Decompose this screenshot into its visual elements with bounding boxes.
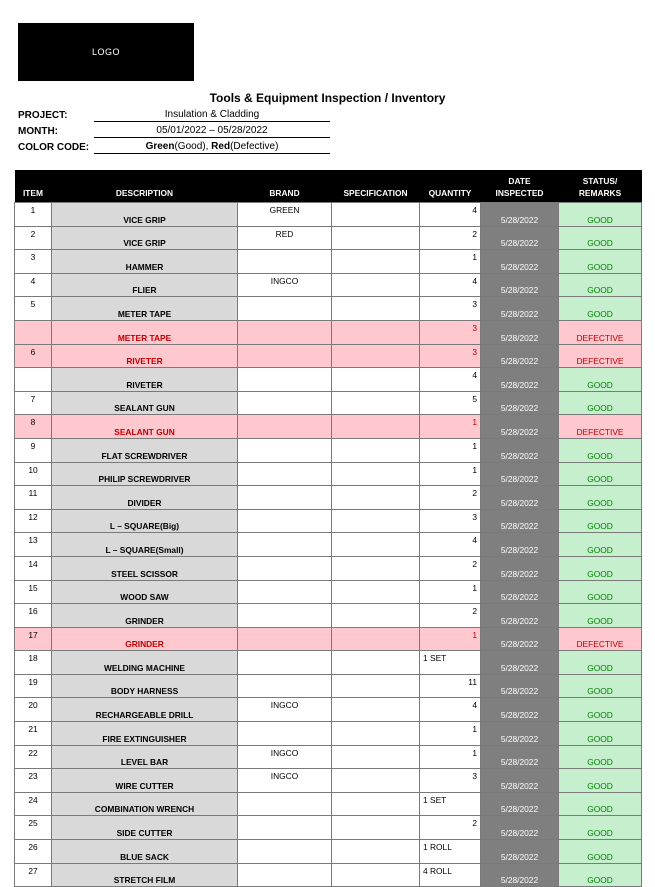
date-cell: 5/28/2022 [481, 840, 559, 864]
quantity-cell: 4 [420, 368, 481, 392]
project-value: Insulation & Cladding [94, 108, 330, 122]
item-cell: 27 [15, 863, 52, 887]
status-cell: GOOD [559, 438, 642, 462]
specification-cell [332, 627, 420, 651]
table-row [15, 250, 642, 274]
specification-cell [332, 722, 420, 746]
item-cell: 13 [15, 533, 52, 557]
item-cell: 16 [15, 604, 52, 628]
quantity-cell: 3 [420, 320, 481, 344]
item-cell: 5 [15, 297, 52, 321]
table-row [15, 840, 642, 864]
header-quantity: QUANTITY [420, 170, 481, 203]
item-cell: 2 [15, 226, 52, 250]
status-cell: DEFECTIVE [559, 627, 642, 651]
month-label: MONTH: [18, 126, 58, 137]
status-cell: GOOD [559, 840, 642, 864]
item-cell: 18 [15, 651, 52, 675]
status-cell: GOOD [559, 226, 642, 250]
table-row [15, 604, 642, 628]
specification-cell [332, 533, 420, 557]
description-cell: GRINDER [52, 604, 238, 628]
header-description: DESCRIPTION [52, 170, 238, 203]
status-cell: GOOD [559, 273, 642, 297]
table-row [15, 556, 642, 580]
status-cell: GOOD [559, 533, 642, 557]
table-row [15, 627, 642, 651]
description-cell: LEVEL BAR [52, 745, 238, 769]
quantity-cell: 2 [420, 556, 481, 580]
brand-cell [238, 816, 332, 840]
status-cell: GOOD [559, 674, 642, 698]
date-cell: 5/28/2022 [481, 580, 559, 604]
specification-cell [332, 792, 420, 816]
color-code-green: Green [145, 141, 175, 152]
date-cell: 5/28/2022 [481, 344, 559, 368]
date-cell: 5/28/2022 [481, 297, 559, 321]
quantity-cell: 4 [420, 203, 481, 227]
description-cell: HAMMER [52, 250, 238, 274]
date-cell: 5/28/2022 [481, 745, 559, 769]
status-cell: DEFECTIVE [559, 320, 642, 344]
table-row [15, 344, 642, 368]
header-item: ITEM [15, 170, 52, 203]
inventory-table [14, 170, 642, 887]
item-cell: 10 [15, 462, 52, 486]
month-value: 05/01/2022 – 05/28/2022 [94, 124, 330, 138]
brand-cell [238, 627, 332, 651]
color-code-green-note: (Good), [174, 141, 212, 152]
color-code-red: Red [211, 141, 231, 152]
item-cell: 6 [15, 344, 52, 368]
description-cell: L – SQUARE(Small) [52, 533, 238, 557]
brand-cell [238, 580, 332, 604]
quantity-cell: 3 [420, 769, 481, 793]
table-header-row [15, 170, 642, 203]
table-row [15, 438, 642, 462]
specification-cell [332, 863, 420, 887]
specification-cell [332, 556, 420, 580]
table-row [15, 391, 642, 415]
date-cell: 5/28/2022 [481, 627, 559, 651]
brand-cell [238, 863, 332, 887]
description-cell: WELDING MACHINE [52, 651, 238, 675]
item-cell: 17 [15, 627, 52, 651]
brand-cell [238, 462, 332, 486]
description-cell: FLIER [52, 273, 238, 297]
date-cell: 5/28/2022 [481, 320, 559, 344]
table-row [15, 273, 642, 297]
date-cell: 5/28/2022 [481, 816, 559, 840]
description-cell: BLUE SACK [52, 840, 238, 864]
table-row [15, 698, 642, 722]
quantity-cell: 2 [420, 816, 481, 840]
specification-cell [332, 273, 420, 297]
project-label: PROJECT: [18, 110, 68, 121]
company-logo [18, 23, 194, 81]
item-cell: 19 [15, 674, 52, 698]
description-cell: L – SQUARE(Big) [52, 509, 238, 533]
brand-cell [238, 250, 332, 274]
brand-cell [238, 509, 332, 533]
item-cell: 20 [15, 698, 52, 722]
specification-cell [332, 320, 420, 344]
date-cell: 5/28/2022 [481, 863, 559, 887]
quantity-cell: 1 ROLL [420, 840, 481, 864]
description-cell: BODY HARNESS [52, 674, 238, 698]
date-cell: 5/28/2022 [481, 556, 559, 580]
status-cell: GOOD [559, 863, 642, 887]
quantity-cell: 2 [420, 226, 481, 250]
table-row [15, 580, 642, 604]
item-cell: 3 [15, 250, 52, 274]
specification-cell [332, 391, 420, 415]
specification-cell [332, 745, 420, 769]
specification-cell [332, 415, 420, 439]
quantity-cell: 3 [420, 509, 481, 533]
item-cell: 9 [15, 438, 52, 462]
status-cell: GOOD [559, 203, 642, 227]
table-row [15, 203, 642, 227]
specification-cell [332, 769, 420, 793]
item-cell: 7 [15, 391, 52, 415]
logo-text: LOGO [91, 47, 120, 57]
specification-cell [332, 840, 420, 864]
table-row [15, 509, 642, 533]
brand-cell: INGCO [238, 273, 332, 297]
quantity-cell: 2 [420, 486, 481, 510]
quantity-cell: 5 [420, 391, 481, 415]
date-cell: 5/28/2022 [481, 462, 559, 486]
description-cell: WOOD SAW [52, 580, 238, 604]
table-row [15, 415, 642, 439]
quantity-cell: 4 ROLL [420, 863, 481, 887]
status-cell: GOOD [559, 722, 642, 746]
status-cell: GOOD [559, 509, 642, 533]
specification-cell [332, 344, 420, 368]
description-cell: STRETCH FILM [52, 863, 238, 887]
brand-cell [238, 792, 332, 816]
date-cell: 5/28/2022 [481, 226, 559, 250]
description-cell: WIRE CUTTER [52, 769, 238, 793]
status-cell: GOOD [559, 486, 642, 510]
item-cell: 1 [15, 203, 52, 227]
table-row [15, 533, 642, 557]
brand-cell [238, 556, 332, 580]
item-cell [15, 320, 52, 344]
item-cell: 15 [15, 580, 52, 604]
quantity-cell: 1 [420, 722, 481, 746]
status-cell: DEFECTIVE [559, 344, 642, 368]
quantity-cell: 1 SET [420, 651, 481, 675]
brand-cell [238, 604, 332, 628]
date-cell: 5/28/2022 [481, 792, 559, 816]
description-cell: METER TAPE [52, 297, 238, 321]
brand-cell [238, 320, 332, 344]
specification-cell [332, 203, 420, 227]
item-cell: 14 [15, 556, 52, 580]
quantity-cell: 3 [420, 344, 481, 368]
quantity-cell: 1 [420, 415, 481, 439]
date-cell: 5/28/2022 [481, 203, 559, 227]
item-cell: 22 [15, 745, 52, 769]
status-cell: GOOD [559, 792, 642, 816]
date-cell: 5/28/2022 [481, 722, 559, 746]
item-cell: 25 [15, 816, 52, 840]
quantity-cell: 3 [420, 297, 481, 321]
description-cell: PHILIP SCREWDRIVER [52, 462, 238, 486]
brand-cell [238, 368, 332, 392]
date-cell: 5/28/2022 [481, 273, 559, 297]
description-cell: SEALANT GUN [52, 391, 238, 415]
header-date-inspected: DATE INSPECTED [481, 170, 559, 203]
quantity-cell: 1 [420, 580, 481, 604]
brand-cell: INGCO [238, 769, 332, 793]
table-row [15, 368, 642, 392]
status-cell: GOOD [559, 816, 642, 840]
brand-cell [238, 840, 332, 864]
quantity-cell: 4 [420, 698, 481, 722]
specification-cell [332, 580, 420, 604]
description-cell: RECHARGEABLE DRILL [52, 698, 238, 722]
table-row [15, 320, 642, 344]
description-cell: GRINDER [52, 627, 238, 651]
specification-cell [332, 604, 420, 628]
quantity-cell: 4 [420, 533, 481, 557]
item-cell: 23 [15, 769, 52, 793]
item-cell: 24 [15, 792, 52, 816]
table-row [15, 769, 642, 793]
specification-cell [332, 226, 420, 250]
description-cell: SEALANT GUN [52, 415, 238, 439]
table-row [15, 745, 642, 769]
status-cell: GOOD [559, 580, 642, 604]
status-cell: GOOD [559, 297, 642, 321]
item-cell [15, 368, 52, 392]
item-cell: 11 [15, 486, 52, 510]
specification-cell [332, 674, 420, 698]
document-title: Tools & Equipment Inspection / Inventory [209, 91, 446, 105]
description-cell: METER TAPE [52, 320, 238, 344]
description-cell: STEEL SCISSOR [52, 556, 238, 580]
description-cell: FLAT SCREWDRIVER [52, 438, 238, 462]
description-cell: COMBINATION WRENCH [52, 792, 238, 816]
date-cell: 5/28/2022 [481, 368, 559, 392]
header-status-remarks: STATUS/ REMARKS [559, 170, 642, 203]
brand-cell [238, 651, 332, 675]
brand-cell [238, 438, 332, 462]
table-row [15, 792, 642, 816]
description-cell: FIRE EXTINGUISHER [52, 722, 238, 746]
status-cell: GOOD [559, 745, 642, 769]
status-cell: GOOD [559, 556, 642, 580]
status-cell: GOOD [559, 368, 642, 392]
specification-cell [332, 297, 420, 321]
brand-cell: RED [238, 226, 332, 250]
date-cell: 5/28/2022 [481, 651, 559, 675]
quantity-cell: 1 [420, 745, 481, 769]
table-row [15, 816, 642, 840]
table-row [15, 863, 642, 887]
description-cell: RIVETER [52, 344, 238, 368]
item-cell: 26 [15, 840, 52, 864]
header-specification: SPECIFICATION [332, 170, 420, 203]
date-cell: 5/28/2022 [481, 438, 559, 462]
specification-cell [332, 368, 420, 392]
description-cell: VICE GRIP [52, 203, 238, 227]
table-row [15, 674, 642, 698]
status-cell: GOOD [559, 604, 642, 628]
status-cell: GOOD [559, 391, 642, 415]
brand-cell [238, 533, 332, 557]
status-cell: GOOD [559, 250, 642, 274]
status-cell: GOOD [559, 698, 642, 722]
description-cell: RIVETER [52, 368, 238, 392]
brand-cell [238, 486, 332, 510]
status-cell: GOOD [559, 769, 642, 793]
date-cell: 5/28/2022 [481, 533, 559, 557]
specification-cell [332, 698, 420, 722]
status-cell: DEFECTIVE [559, 415, 642, 439]
date-cell: 5/28/2022 [481, 509, 559, 533]
specification-cell [332, 651, 420, 675]
date-cell: 5/28/2022 [481, 486, 559, 510]
brand-cell [238, 674, 332, 698]
color-code-value [94, 140, 330, 154]
status-cell: GOOD [559, 651, 642, 675]
item-cell: 21 [15, 722, 52, 746]
specification-cell [332, 509, 420, 533]
quantity-cell: 11 [420, 674, 481, 698]
brand-cell: INGCO [238, 745, 332, 769]
color-code-label: COLOR CODE: [18, 142, 90, 153]
specification-cell [332, 816, 420, 840]
quantity-cell: 1 [420, 250, 481, 274]
date-cell: 5/28/2022 [481, 604, 559, 628]
specification-cell [332, 250, 420, 274]
status-cell: GOOD [559, 462, 642, 486]
brand-cell: GREEN [238, 203, 332, 227]
brand-cell [238, 344, 332, 368]
table-row [15, 462, 642, 486]
quantity-cell: 1 SET [420, 792, 481, 816]
quantity-cell: 1 [420, 627, 481, 651]
brand-cell [238, 297, 332, 321]
item-cell: 8 [15, 415, 52, 439]
date-cell: 5/28/2022 [481, 415, 559, 439]
brand-cell [238, 415, 332, 439]
specification-cell [332, 486, 420, 510]
header-brand: BRAND [238, 170, 332, 203]
date-cell: 5/28/2022 [481, 391, 559, 415]
quantity-cell: 4 [420, 273, 481, 297]
date-cell: 5/28/2022 [481, 250, 559, 274]
table-row [15, 297, 642, 321]
table-row [15, 722, 642, 746]
brand-cell [238, 722, 332, 746]
date-cell: 5/28/2022 [481, 769, 559, 793]
date-cell: 5/28/2022 [481, 674, 559, 698]
date-cell: 5/28/2022 [481, 698, 559, 722]
item-cell: 12 [15, 509, 52, 533]
table-row [15, 651, 642, 675]
description-cell: VICE GRIP [52, 226, 238, 250]
description-cell: SIDE CUTTER [52, 816, 238, 840]
table-row [15, 226, 642, 250]
color-code-red-note: (Defective) [230, 141, 279, 152]
table-row [15, 486, 642, 510]
description-cell: DIVIDER [52, 486, 238, 510]
specification-cell [332, 438, 420, 462]
quantity-cell: 1 [420, 462, 481, 486]
brand-cell [238, 391, 332, 415]
specification-cell [332, 462, 420, 486]
item-cell: 4 [15, 273, 52, 297]
quantity-cell: 1 [420, 438, 481, 462]
quantity-cell: 2 [420, 604, 481, 628]
brand-cell: INGCO [238, 698, 332, 722]
